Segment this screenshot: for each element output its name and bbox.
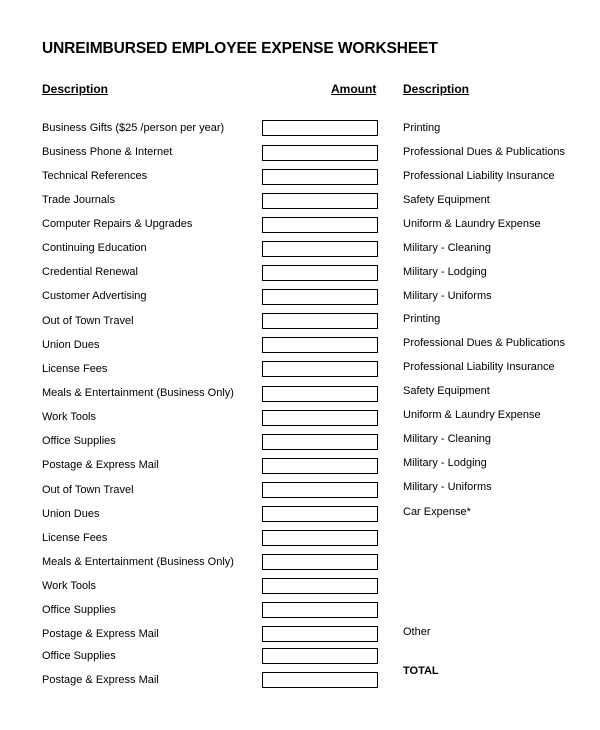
- expense-description-right: Printing: [403, 122, 441, 134]
- expense-description: Out of Town Travel: [42, 315, 134, 327]
- amount-input[interactable]: [262, 337, 378, 353]
- amount-input[interactable]: [262, 265, 378, 281]
- amount-input[interactable]: [262, 506, 378, 522]
- expense-description: Work Tools: [42, 411, 97, 423]
- expense-description: Credential Renewal: [42, 266, 138, 278]
- expense-description: License Fees: [42, 363, 108, 375]
- expense-description: Office Supplies: [42, 650, 116, 662]
- amount-input[interactable]: [262, 434, 378, 450]
- amount-input[interactable]: [262, 386, 378, 402]
- amount-input[interactable]: [262, 626, 378, 642]
- expense-description: License Fees: [42, 532, 108, 544]
- expense-description: Technical References: [42, 170, 148, 182]
- amount-input[interactable]: [262, 602, 378, 618]
- expense-description-right: Uniform & Laundry Expense: [403, 409, 541, 421]
- expense-description: Meals & Entertainment (Business Only): [42, 556, 234, 568]
- expense-description-right: Military - Cleaning: [403, 242, 492, 254]
- expense-description-right: Professional Liability Insurance: [403, 361, 555, 373]
- expense-description: Meals & Entertainment (Business Only): [42, 387, 234, 399]
- expense-description-right: Military - Uniforms: [403, 290, 492, 302]
- amount-input[interactable]: [262, 648, 378, 664]
- expense-description: Continuing Education: [42, 242, 147, 254]
- expense-description: Office Supplies: [42, 435, 116, 447]
- expense-description: Union Dues: [42, 508, 100, 520]
- amount-input[interactable]: [262, 530, 378, 546]
- expense-description-right: Professional Dues & Publications: [403, 146, 566, 158]
- expense-description: Postage & Express Mail: [42, 674, 159, 686]
- expense-description-right: Professional Dues & Publications: [403, 337, 566, 349]
- page-title: UNREIMBURSED EMPLOYEE EXPENSE WORKSHEET: [42, 40, 438, 57]
- expense-description: Business Gifts ($25 /person per year): [42, 122, 225, 134]
- expense-description-right: Military - Lodging: [403, 266, 487, 278]
- expense-description-right: Military - Cleaning: [403, 433, 492, 445]
- expense-description-right: Printing: [403, 313, 441, 325]
- amount-input[interactable]: [262, 672, 378, 688]
- amount-input[interactable]: [262, 241, 378, 257]
- amount-input[interactable]: [262, 217, 378, 233]
- expense-description: Business Phone & Internet: [42, 146, 173, 158]
- expense-description: Work Tools: [42, 580, 97, 592]
- amount-input[interactable]: [262, 482, 378, 498]
- description-right-header: Description: [403, 82, 470, 96]
- expense-description-right: Safety Equipment: [403, 385, 490, 397]
- amount-input[interactable]: [262, 289, 378, 305]
- amount-input[interactable]: [262, 193, 378, 209]
- expense-description-right: Uniform & Laundry Expense: [403, 218, 541, 230]
- expense-description: Postage & Express Mail: [42, 628, 159, 640]
- expense-description-right: Safety Equipment: [403, 194, 490, 206]
- expense-description: Trade Journals: [42, 194, 115, 206]
- expense-description-right: Car Expense*: [403, 506, 471, 518]
- expense-description: Out of Town Travel: [42, 484, 134, 496]
- expense-description-right: Other: [403, 626, 431, 638]
- amount-input[interactable]: [262, 554, 378, 570]
- expense-description-right: Military - Uniforms: [403, 481, 492, 493]
- amount-input[interactable]: [262, 410, 378, 426]
- amount-input[interactable]: [262, 458, 378, 474]
- amount-header: Amount: [331, 82, 377, 96]
- description-left-header: Description: [42, 82, 109, 96]
- amount-input[interactable]: [262, 578, 378, 594]
- amount-input[interactable]: [262, 313, 378, 329]
- total-label: TOTAL: [403, 665, 439, 677]
- expense-description: Office Supplies: [42, 604, 116, 616]
- expense-description: Computer Repairs & Upgrades: [42, 218, 193, 230]
- expense-description: Union Dues: [42, 339, 100, 351]
- amount-input[interactable]: [262, 361, 378, 377]
- amount-input[interactable]: [262, 120, 378, 136]
- expense-description-right: Professional Liability Insurance: [403, 170, 555, 182]
- amount-input[interactable]: [262, 169, 378, 185]
- amount-input[interactable]: [262, 145, 378, 161]
- expense-description: Postage & Express Mail: [42, 459, 159, 471]
- expense-description-right: Military - Lodging: [403, 457, 487, 469]
- expense-description: Customer Advertising: [42, 290, 147, 302]
